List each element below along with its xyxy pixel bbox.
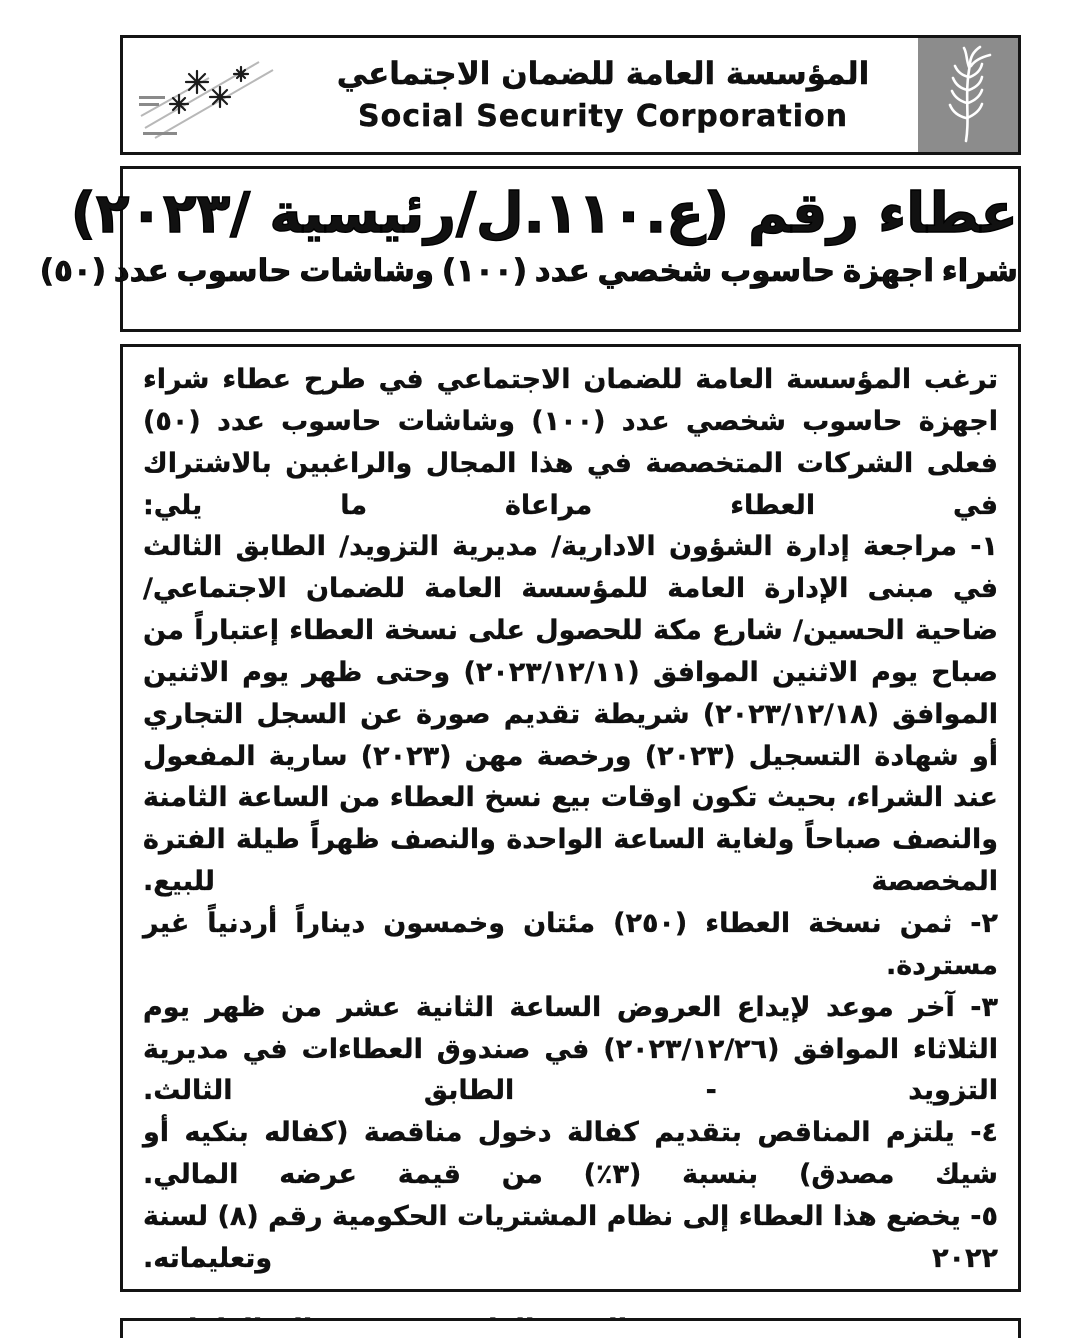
tender-intro-paragraph: ترغب المؤسسة العامة للضمان الاجتماعي في طرح عطاء شراء اجهزة حاسوب شخصي عدد (١٠٠) وشاشات حاسوب عدد (٥٠) فعلى الشركات المتخصصة في هذا المجال والراغبين بالاشتراك في العطاء مراعاة ما يلي: bbox=[143, 364, 998, 521]
tender-condition-1: ١- مراجعة إدارة الشؤون الادارية/ مديرية التزويد/ الطابق الثالث في مبنى الإدارة العامة للمؤسسة العامة للضمان الاجتماعي/ ضاحية الحسين/ شارع مكة للحصول على نسخة العطاء إعتباراً من صباح يوم الاثنين الموافق (٢٠٢٣/١٢/١١) وحتى ظهر يوم الاثنين الموافق (٢٠٢٣/١٢/١٨) شريطة تقديم صورة عن السجل التجاري أو شهادة التسجيل (٢٠٢٣) ورخصة مهن (٢٠٢٣) سارية المفعول عند الشراء، بحيث تكون اوقات بيع نسخ العطاء من الساعة الثامنة والنصف صباحاً ولغاية الساعة الواحدة والنصف ظهراً طيلة الفترة المخصصة للبيع. bbox=[143, 531, 999, 898]
tender-title-box bbox=[39, 166, 1021, 332]
wheat-branch-icon bbox=[936, 45, 1000, 145]
tender-subject-subtitle: شراء اجهزة حاسوب شخصي عدد (١٠٠) وشاشات حاسوب عدد (٥٠) bbox=[39, 253, 1018, 289]
corporation-header bbox=[120, 35, 1021, 155]
next-ad-partial-border bbox=[120, 1318, 1021, 1338]
tender-condition-2: ٢- ثمن نسخة العطاء (٢٥٠) مئتان وخمسون ديناراً أردنياً غير مستردة. bbox=[143, 907, 998, 981]
tender-number-title: عطاء رقم (ع.١١٠.ل/رئيسية /٢٠٢٣) bbox=[70, 181, 1018, 245]
tender-body-box bbox=[120, 344, 1021, 1292]
tender-condition-3: ٣- آخر موعد لإيداع العروض الساعة الثانية عشر من ظهر يوم الثلاثاء الموافق (٢٠٢٣/١٢/٢٦) في صندوق العطاءات في مديرية التزويد - الطابق الثالث. bbox=[143, 991, 999, 1107]
star-burst-emblem-icon bbox=[133, 46, 293, 144]
tender-condition-5: ٥- يخضع هذا العطاء إلى نظام المشتريات الحكومية رقم (٨) لسنة ٢٠٢٢ وتعليماته. bbox=[143, 1200, 998, 1274]
org-name-arabic: المؤسسة العامة للضمان الاجتماعي bbox=[336, 56, 870, 92]
corporation-names bbox=[298, 38, 908, 152]
org-name-english: Social Security Corporation bbox=[358, 99, 848, 134]
wheat-emblem-box bbox=[918, 38, 1018, 152]
tender-condition-4: ٤- يلتزم المناقص بتقديم كفالة دخول مناقصة (كفاله بنكيه أو شيك مصدق) بنسبة (٣٪) من قيمة عرضه المالي. bbox=[143, 1117, 998, 1191]
